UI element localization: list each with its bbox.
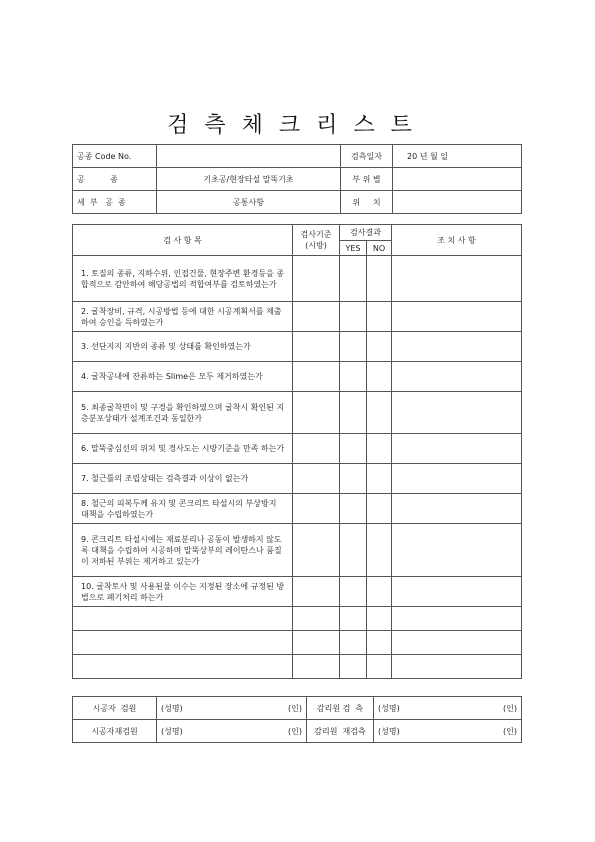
no-cell[interactable]	[367, 256, 392, 302]
table-row	[73, 362, 522, 392]
action-cell[interactable]	[392, 577, 522, 607]
header-standard-label: 검사기준	[300, 230, 332, 239]
signature-row	[73, 697, 522, 720]
supervisor-reinspection-label: 감리원 재검측	[307, 720, 374, 743]
yes-cell[interactable]	[340, 631, 367, 655]
item-text: 8. 철근의 피복두께 유지 및 콘크리트 타설시의 부상방지 대책을 수립하였는가	[73, 494, 293, 524]
name-label: (성명)	[161, 726, 183, 736]
table-row-empty	[73, 607, 522, 631]
location-part-label: 부 위 별	[341, 168, 393, 191]
no-cell[interactable]	[367, 464, 392, 494]
standard-cell[interactable]	[293, 256, 340, 302]
name-label: (성명)	[161, 703, 183, 713]
yes-cell[interactable]	[340, 302, 367, 332]
item-cell-empty[interactable]	[73, 607, 293, 631]
position-label: 위 치	[341, 191, 393, 214]
no-cell[interactable]	[367, 655, 392, 679]
item-text: 3. 선단지지 지반의 종류 및 상태를 확인하였는가	[73, 332, 293, 362]
header-standard-sub: (시방)	[305, 241, 327, 250]
table-row-empty	[73, 655, 522, 679]
inspection-date-label: 검측일자	[341, 145, 393, 168]
standard-cell[interactable]	[293, 362, 340, 392]
yes-cell[interactable]	[340, 494, 367, 524]
yes-cell[interactable]	[340, 256, 367, 302]
page-title: 검측체크리스트	[167, 113, 428, 138]
standard-cell[interactable]	[293, 577, 340, 607]
action-cell[interactable]	[392, 392, 522, 434]
table-row	[73, 392, 522, 434]
info-row-detail	[73, 191, 522, 214]
header-standard	[293, 225, 340, 256]
yes-cell[interactable]	[340, 524, 367, 577]
seal-label: (인)	[503, 703, 517, 713]
supervisor-reinspection-sign[interactable]	[374, 720, 522, 743]
standard-cell[interactable]	[293, 655, 340, 679]
detail-type-value[interactable]: 공통사항	[157, 191, 341, 214]
yes-cell[interactable]	[340, 464, 367, 494]
yes-cell[interactable]	[340, 434, 367, 464]
table-row-empty	[73, 631, 522, 655]
table-row	[73, 494, 522, 524]
header-result: 검사결과	[340, 225, 392, 241]
no-cell[interactable]	[367, 392, 392, 434]
no-cell[interactable]	[367, 631, 392, 655]
item-text: 10. 굴착토사 및 사용된물 이수는 지정된 장소에 규정된 방법으로 폐기처리 하는가	[73, 577, 293, 607]
item-text: 4. 굴착공내에 잔류하는 Slime은 모두 제거하였는가	[73, 362, 293, 392]
no-cell[interactable]	[367, 434, 392, 464]
detail-type-label: 세 부 공 종	[73, 191, 157, 214]
standard-cell[interactable]	[293, 494, 340, 524]
header-item: 검 사 항 목	[73, 225, 293, 256]
action-cell[interactable]	[392, 464, 522, 494]
info-table	[72, 144, 522, 214]
action-cell[interactable]	[392, 362, 522, 392]
header-yes: YES	[340, 241, 367, 256]
item-cell-empty[interactable]	[73, 631, 293, 655]
location-part-value[interactable]	[393, 168, 522, 191]
standard-cell[interactable]	[293, 607, 340, 631]
no-cell[interactable]	[367, 494, 392, 524]
code-label: 공종 Code No.	[73, 145, 157, 168]
table-row	[73, 256, 522, 302]
standard-cell[interactable]	[293, 464, 340, 494]
action-cell[interactable]	[392, 524, 522, 577]
yes-cell[interactable]	[340, 607, 367, 631]
contractor-inspector-label: 시공자 검원	[73, 697, 157, 720]
item-text: 1. 토질의 종류, 지하수위, 인접건물, 현장주변 환경등을 종합적으로 감안하여 해당공법의 적합여부를 검토하였는가	[73, 256, 293, 302]
standard-cell[interactable]	[293, 392, 340, 434]
contractor-reinspector-sign[interactable]	[157, 720, 307, 743]
standard-cell[interactable]	[293, 332, 340, 362]
action-cell[interactable]	[392, 655, 522, 679]
action-cell[interactable]	[392, 302, 522, 332]
yes-cell[interactable]	[340, 362, 367, 392]
action-cell[interactable]	[392, 494, 522, 524]
name-label: (성명)	[378, 703, 400, 713]
work-type-value[interactable]: 기초공/현장타설 말뚝기초	[157, 168, 341, 191]
position-value[interactable]	[393, 191, 522, 214]
table-row	[73, 464, 522, 494]
supervisor-inspection-sign[interactable]	[374, 697, 522, 720]
signature-row	[73, 720, 522, 743]
seal-label: (인)	[288, 703, 302, 713]
code-value-cell[interactable]	[157, 145, 341, 168]
item-text: 5. 최종굴착면이 및 구경을 확인하였으며 굴착시 확인된 지층분포상태가 설계조건과 동일한가	[73, 392, 293, 434]
contractor-inspector-sign[interactable]	[157, 697, 307, 720]
no-cell[interactable]	[367, 577, 392, 607]
item-cell-empty[interactable]	[73, 655, 293, 679]
action-cell[interactable]	[392, 607, 522, 631]
table-row	[73, 332, 522, 362]
yes-cell[interactable]	[340, 392, 367, 434]
table-row	[73, 302, 522, 332]
info-row-code	[73, 145, 522, 168]
no-cell[interactable]	[367, 362, 392, 392]
action-cell[interactable]	[392, 332, 522, 362]
checklist-table	[72, 224, 522, 679]
info-row-work-type	[73, 168, 522, 191]
contractor-reinspector-label: 시공자재검원	[73, 720, 157, 743]
no-cell[interactable]	[367, 332, 392, 362]
action-cell[interactable]	[392, 256, 522, 302]
standard-cell[interactable]	[293, 524, 340, 577]
no-cell[interactable]	[367, 607, 392, 631]
header-no: NO	[367, 241, 392, 256]
yes-cell[interactable]	[340, 655, 367, 679]
inspection-date-value[interactable]: 20 년 월 일	[393, 145, 522, 168]
item-text: 6. 말뚝중심선의 위치 및 경사도는 시방기준을 만족 하는가	[73, 434, 293, 464]
yes-cell[interactable]	[340, 577, 367, 607]
work-type-label: 공 종	[73, 168, 157, 191]
no-cell[interactable]	[367, 524, 392, 577]
item-text: 7. 철근틀의 조립상태는 검측결과 이상이 없는가	[73, 464, 293, 494]
no-cell[interactable]	[367, 302, 392, 332]
standard-cell[interactable]	[293, 302, 340, 332]
signature-table	[72, 696, 522, 743]
checklist-header-row	[73, 225, 522, 241]
supervisor-inspection-label: 감리원 검 측	[307, 697, 374, 720]
table-row	[73, 524, 522, 577]
table-row	[73, 434, 522, 464]
yes-cell[interactable]	[340, 332, 367, 362]
action-cell[interactable]	[392, 631, 522, 655]
standard-cell[interactable]	[293, 434, 340, 464]
table-row	[73, 577, 522, 607]
standard-cell[interactable]	[293, 631, 340, 655]
seal-label: (인)	[288, 726, 302, 736]
item-text: 2. 굴착장비, 규격, 시공방법 등에 대한 시공계획서를 제출하여 승인을 득하였는가	[73, 302, 293, 332]
seal-label: (인)	[503, 726, 517, 736]
item-text: 9. 콘크리트 타설시에는 재료분리나 공동이 발생하지 않도록 대책을 수립하여 시공하며 말뚝상부의 레이탄스나 품질이 저하된 부위는 제거하고 있는가	[73, 524, 293, 577]
header-action: 조 치 사 항	[392, 225, 522, 256]
name-label: (성명)	[378, 726, 400, 736]
action-cell[interactable]	[392, 434, 522, 464]
